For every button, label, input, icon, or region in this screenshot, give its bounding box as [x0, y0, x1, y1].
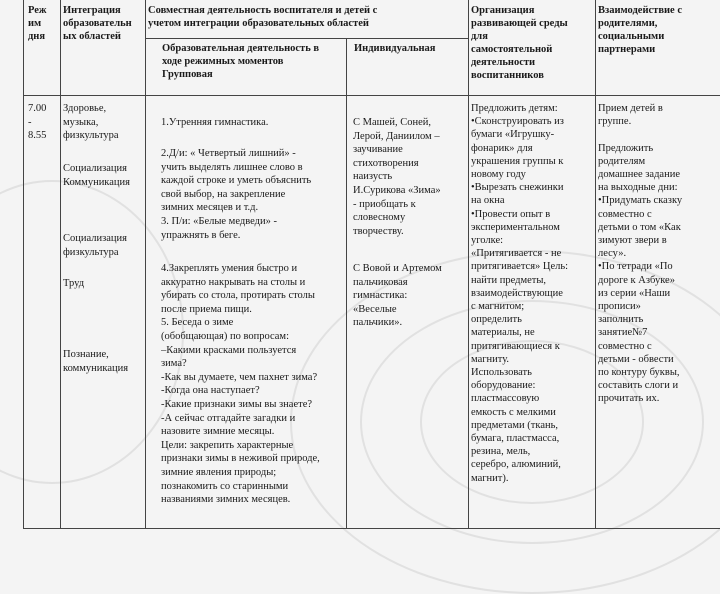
group-activity-2: 2.Д/и: « Четвертый лишний» - учить выделять лишнее слово в каждой строке и уметь объяснить свой выбор, на закрепление зимних месяцев и т.д. 3. П/и: «Белые медведи» - упражнять в беге. — [161, 148, 312, 241]
header-integration: Интеграция образовательн ых областей — [63, 5, 132, 42]
parents-text: Прием детей в группе. Предложить родителям домашнее задание на выходные дни: •Придумать сказку совместно с детьми о том «Как зимуют звери в лесу». •По тетради «По дороге к Азбуке» из серии «Наши прописи» заполнить занятие№7 совместно с детьми - обвести по контуру буквы, составить слоги и прочитать их. — [598, 103, 683, 405]
individual-activity-1: С Машей, Соней, Лерой, Даниилом – заучивание стихотворения наизусть И.Сурикова «Зима» - приобщать к словесному творчеству. — [353, 117, 441, 237]
schedule-table — [23, 0, 720, 529]
header-parents: Взаимодействие с родителями, социальными партнерами — [598, 5, 682, 55]
group-activity-1: 1.Утренняя гимнастика. — [161, 117, 269, 128]
header-group-activity: Образовательная деятельность в ходе режимных моментов Групповая — [162, 43, 320, 80]
header-environment: Организация развивающей среды для самостоятельной деятельности воспитанников — [471, 5, 568, 81]
area-socialization-communication: Социализация Коммуникация — [63, 163, 130, 188]
header-joint-activity: Совместная деятельность воспитателя и детей с учетом интеграции образовательных областей — [148, 5, 378, 29]
area-cognition: Познание, коммуникация — [63, 349, 129, 374]
column-divider — [595, 0, 596, 528]
time-range: 7.00 - 8.55 — [28, 103, 47, 142]
area-health: Здоровье, музыка, физкультура — [63, 103, 119, 142]
area-socialization-pe: Социализация физкультура — [63, 233, 127, 258]
individual-activity-2: С Вовой и Артемом пальчиковая гимнастика: «Веселые пальчики». — [353, 263, 442, 329]
area-labor: Труд — [63, 278, 85, 289]
column-divider — [145, 0, 146, 528]
header-regime: Реж им дня — [28, 5, 47, 42]
group-activity-3: 4.Закреплять умения быстро и аккуратно накрывать на столы и убирать со стола, протирать столы после приема пищи. 5. Беседа о зиме (обобщающая) по вопросам: –Какими красками пользуется зима? -Как вы думаете, чем пахнет зима? -Когда она наступает? -Какие признаки зимы вы знаете? -А сейчас отгадайте загадки и назовите зимние месяцы. Цели: закрепить характерные признаки зимы в неживой природе, зимние явления природы; познакомить со старинными названиями зимних месяцев. — [161, 263, 320, 506]
column-divider — [60, 0, 61, 528]
column-divider — [468, 0, 469, 528]
row-divider — [146, 38, 468, 39]
row-divider — [24, 95, 720, 96]
header-individual-activity: Индивидуальная — [354, 43, 436, 54]
environment-text: Предложить детям: •Сконструировать из бумаги «Игрушку- фонарик» для украшения группы к новому году •Вырезать снежинки на окна •Провести опыт в экспериментальном уголке: «Притягивается - не притягивается» Цель: найти предметы, взаимодействующие с магнитом; определить материалы, не притягивающиеся к магниту. Использовать оборудование: пластмассовую емкость с мелкими предметами (ткань, бумага, пластмасса, резина, мель, серебро, алюминий, магнит). — [471, 103, 569, 484]
